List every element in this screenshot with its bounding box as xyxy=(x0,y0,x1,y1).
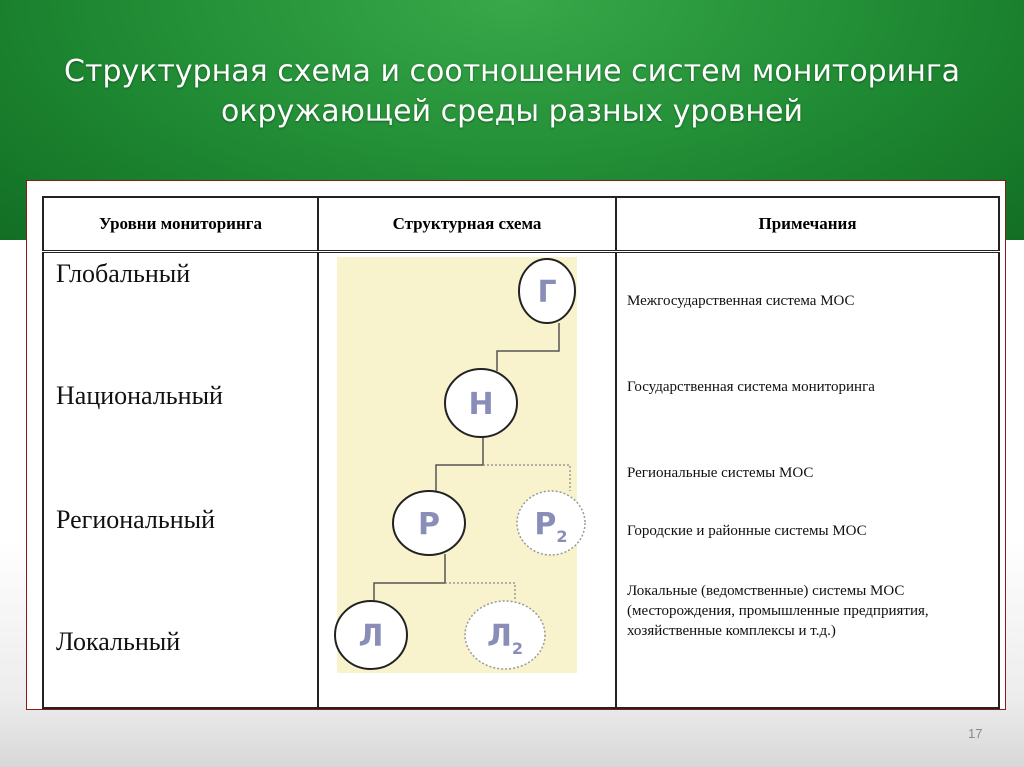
node-regional2-letter: Р xyxy=(534,507,557,542)
page-number: 17 xyxy=(968,726,983,741)
monitoring-table xyxy=(42,196,1000,709)
note-local: Локальные (ведомственные) системы МОС (месторождения, промышленные предприятия, хозяйственные комплексы и т.д.) xyxy=(627,583,929,639)
level-regional: Региональный xyxy=(56,505,216,534)
notes-cell xyxy=(616,252,999,709)
structure-diagram xyxy=(319,253,615,707)
node-global-label: Г xyxy=(537,275,557,310)
table-header-row xyxy=(43,197,999,252)
level-global: Глобальный xyxy=(56,259,191,288)
slide-title-line-2: окружающей среды разных уровней xyxy=(220,94,803,129)
note-city: Городские и районные системы МОС xyxy=(627,523,867,539)
scheme-cell xyxy=(318,252,616,709)
slide-title xyxy=(20,52,1004,132)
node-local2-letter: Л xyxy=(486,619,512,654)
levels-cell xyxy=(43,252,318,709)
node-regional-label: Р xyxy=(418,507,440,542)
node-local-label: Л xyxy=(358,619,384,654)
table-body-row xyxy=(43,252,999,709)
note-global: Межгосударственная система МОС xyxy=(627,293,855,309)
level-local: Локальный xyxy=(56,627,181,656)
node-local2-subscript: 2 xyxy=(511,639,524,658)
node-regional2-subscript: 2 xyxy=(556,527,568,546)
note-national: Государственная система мониторинга xyxy=(627,379,875,395)
level-national: Национальный xyxy=(56,381,223,410)
header-notes: Примечания xyxy=(616,197,999,252)
node-national-label: Н xyxy=(468,387,494,422)
header-scheme: Структурная схема xyxy=(318,197,616,252)
header-levels: Уровни мониторинга xyxy=(43,197,318,252)
note-regional: Региональные системы МОС xyxy=(627,465,814,481)
slide-title-line-1: Структурная схема и соотношение систем мониторинга xyxy=(64,54,960,89)
